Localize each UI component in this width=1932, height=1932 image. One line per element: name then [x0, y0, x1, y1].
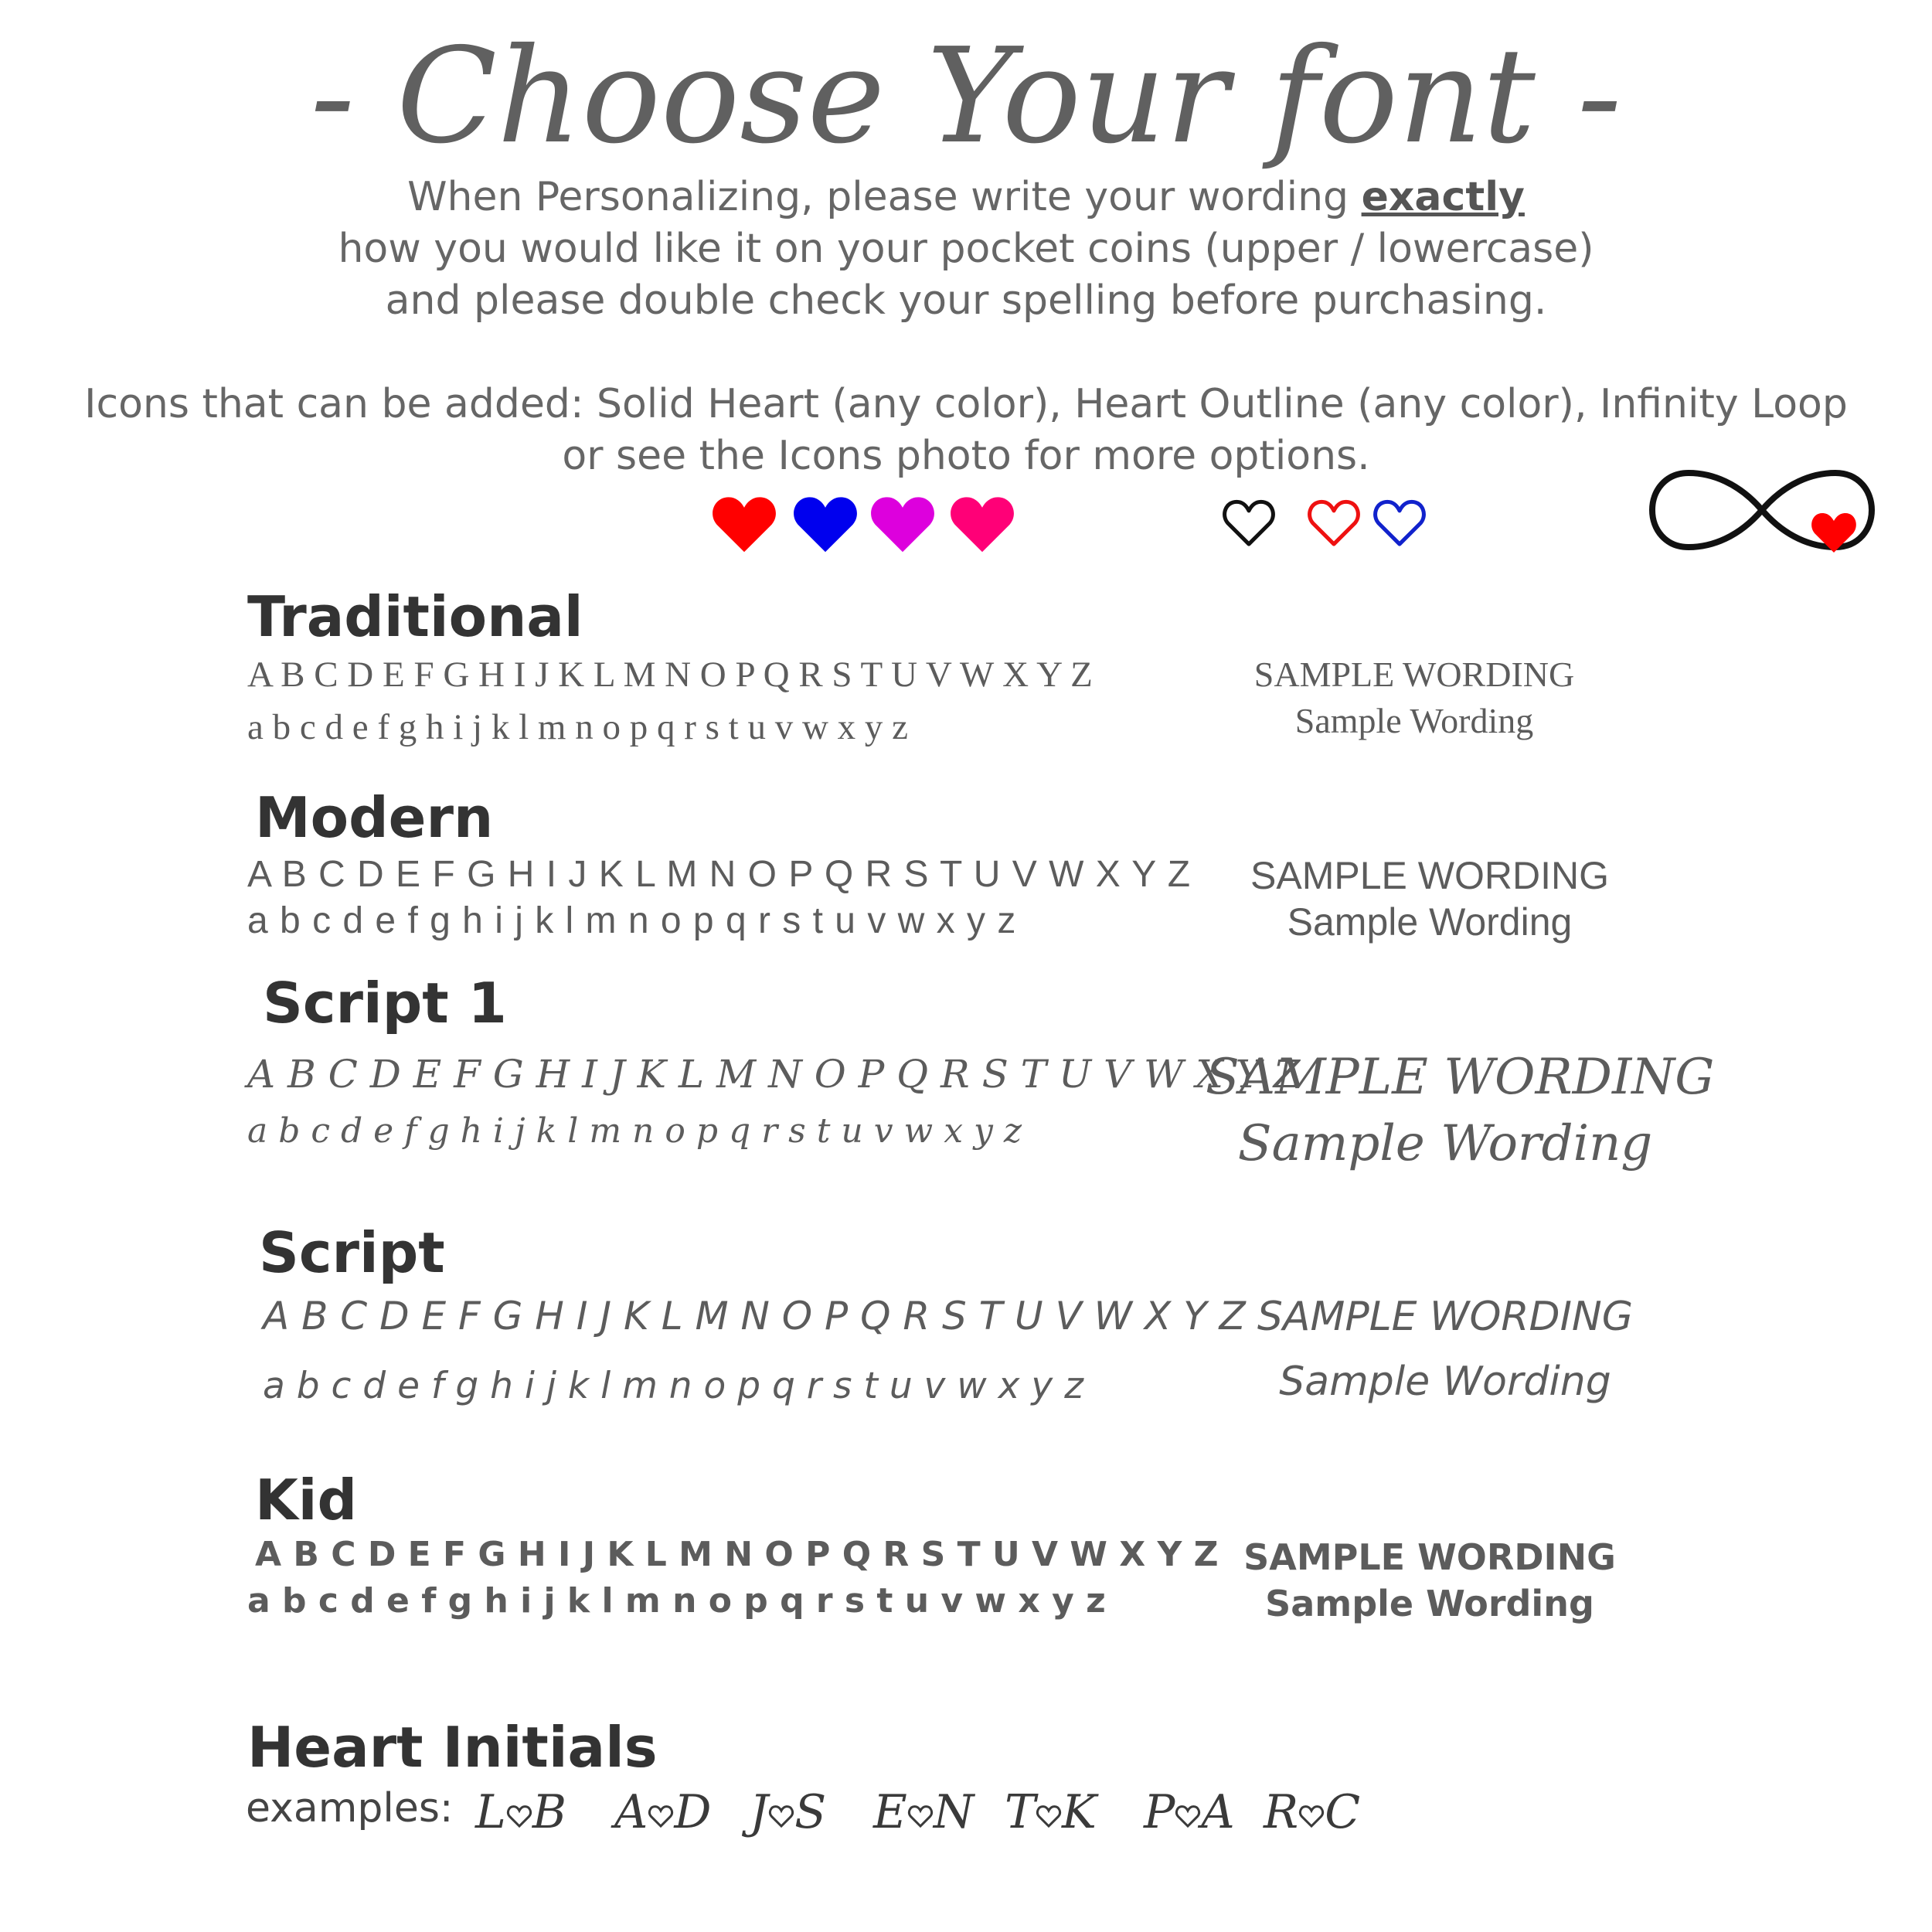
heart-initials-example-2 — [614, 1785, 711, 1839]
initial-left: A — [614, 1785, 648, 1839]
initial-right: C — [1325, 1785, 1361, 1839]
kid-sample-lowercase: Sample Wording — [1265, 1583, 1594, 1624]
script-1-sample-lowercase: Sample Wording — [1237, 1115, 1653, 1172]
infinity-loop-icon — [1646, 464, 1878, 556]
traditional-lowercase-alphabet: a b c d e f g h i j k l m n o p q r s t u v w x y z — [247, 707, 909, 747]
outline-heart-black-icon — [1221, 497, 1277, 548]
instructions-line-1 — [0, 172, 1932, 223]
modern-sample-uppercase: SAMPLE WORDING — [1250, 854, 1609, 897]
font-name-kid: Kid — [255, 1468, 358, 1532]
initial-left: E — [873, 1785, 907, 1839]
initial-right: N — [933, 1785, 975, 1839]
traditional-sample-uppercase: SAMPLE WORDING — [1253, 655, 1575, 694]
modern-sample-lowercase: Sample Wording — [1287, 900, 1573, 944]
heart-initials-example-6 — [1144, 1785, 1235, 1839]
script-uppercase-alphabet: A B C D E F G H I J K L M N O P Q R S T U V W X Y Z — [263, 1294, 1246, 1338]
script-lowercase-alphabet: a b c d e f g h i j k l m n o p q r s t u v w x y z — [263, 1365, 1083, 1407]
initial-right: B — [532, 1785, 566, 1839]
script-1-lowercase-alphabet: a b c d e f g h i j k l m n o p q r s t u v w x y z — [247, 1111, 1022, 1151]
modern-uppercase-alphabet: A B C D E F G H I J K L M N O P Q R S T U V W X Y Z — [247, 854, 1192, 895]
initial-left: T — [1005, 1785, 1036, 1839]
heart-initials-example-5 — [1005, 1785, 1097, 1839]
script-1-uppercase-alphabet: A B C D E F G H I J K L M N O P Q R S T U V W X Y Z — [247, 1052, 1301, 1097]
solid-heart-blue-icon — [792, 495, 859, 553]
solid-heart-blue-shape — [794, 497, 857, 552]
heart-initials-example-7 — [1264, 1785, 1360, 1839]
traditional-sample-lowercase: Sample Wording — [1294, 701, 1534, 740]
icons-info-line-1: Icons that can be added: Solid Heart (any color), Heart Outline (any color), Infinity Loop — [84, 381, 1848, 427]
icons-info-text — [0, 379, 1932, 482]
kid-lowercase-alphabet: a b c d e f g h i j k l m n o p q r s t u v w x y z — [247, 1581, 1106, 1621]
outline-heart-red-icon — [1306, 497, 1362, 548]
heart-initials-example-3 — [750, 1785, 826, 1839]
font-name-modern: Modern — [255, 785, 494, 850]
mini-heart-icon — [1298, 1804, 1325, 1828]
modern-lowercase-alphabet: a b c d e f g h i j k l m n o p q r s t u v w x y z — [247, 900, 1017, 941]
instructions-line-3: and please double check your spelling before purchasing. — [385, 277, 1547, 324]
heart-initials-title: Heart Initials — [247, 1715, 658, 1780]
script-1-sample-uppercase: SAMPLE WORDING — [1206, 1049, 1715, 1106]
initial-left: J — [750, 1785, 769, 1839]
heart-initials-example-1 — [475, 1785, 566, 1839]
examples-label: examples: — [246, 1785, 454, 1832]
outline-heart-black-shape — [1225, 502, 1274, 544]
mini-heart-icon — [1036, 1804, 1062, 1828]
initial-left: L — [475, 1785, 506, 1839]
font-name-script: Script — [259, 1220, 445, 1285]
instructions-line-1-text: When Personalizing, please write your wording — [407, 174, 1362, 220]
initial-left: R — [1264, 1785, 1299, 1839]
exactly-emphasis: exactly — [1361, 174, 1525, 220]
instructions-text — [0, 172, 1932, 327]
mini-heart-icon — [506, 1804, 532, 1828]
solid-heart-pink-icon — [949, 495, 1015, 553]
initial-right: D — [674, 1785, 712, 1839]
solid-heart-pink-shape — [951, 497, 1014, 552]
font-name-traditional: Traditional — [247, 584, 583, 649]
solid-heart-magenta-shape — [871, 497, 934, 552]
heart-initials-example-4 — [873, 1785, 974, 1839]
kid-uppercase-alphabet: A B C D E F G H I J K L M N O P Q R S T U V W X Y Z — [255, 1535, 1219, 1574]
initial-right: A — [1201, 1785, 1235, 1839]
outline-heart-blue-icon — [1372, 497, 1427, 548]
initial-right: K — [1062, 1785, 1097, 1839]
initial-left: P — [1144, 1785, 1175, 1839]
mini-heart-icon — [648, 1804, 674, 1828]
outline-heart-red-shape — [1310, 502, 1359, 544]
mini-heart-icon — [907, 1804, 934, 1828]
outline-heart-blue-shape — [1376, 502, 1424, 544]
script-sample-uppercase: SAMPLE WORDING — [1257, 1294, 1634, 1340]
mini-heart-icon — [1175, 1804, 1201, 1828]
page-title: - Choose Your font - — [310, 20, 1622, 173]
initial-right: S — [794, 1785, 827, 1839]
solid-heart-magenta-icon — [869, 495, 936, 553]
icons-info-line-2: or see the Icons photo for more options. — [562, 433, 1370, 479]
script-sample-lowercase: Sample Wording — [1279, 1359, 1611, 1405]
mini-heart-icon — [768, 1804, 794, 1828]
solid-heart-red-icon — [711, 495, 777, 553]
traditional-uppercase-alphabet: A B C D E F G H I J K L M N O P Q R S T U V W X Y Z — [247, 655, 1093, 695]
font-name-script-1: Script 1 — [263, 971, 507, 1036]
solid-heart-red-shape — [713, 497, 776, 552]
instructions-line-2: how you would like it on your pocket coins (upper / lowercase) — [338, 226, 1594, 272]
kid-sample-uppercase: SAMPLE WORDING — [1243, 1536, 1616, 1578]
